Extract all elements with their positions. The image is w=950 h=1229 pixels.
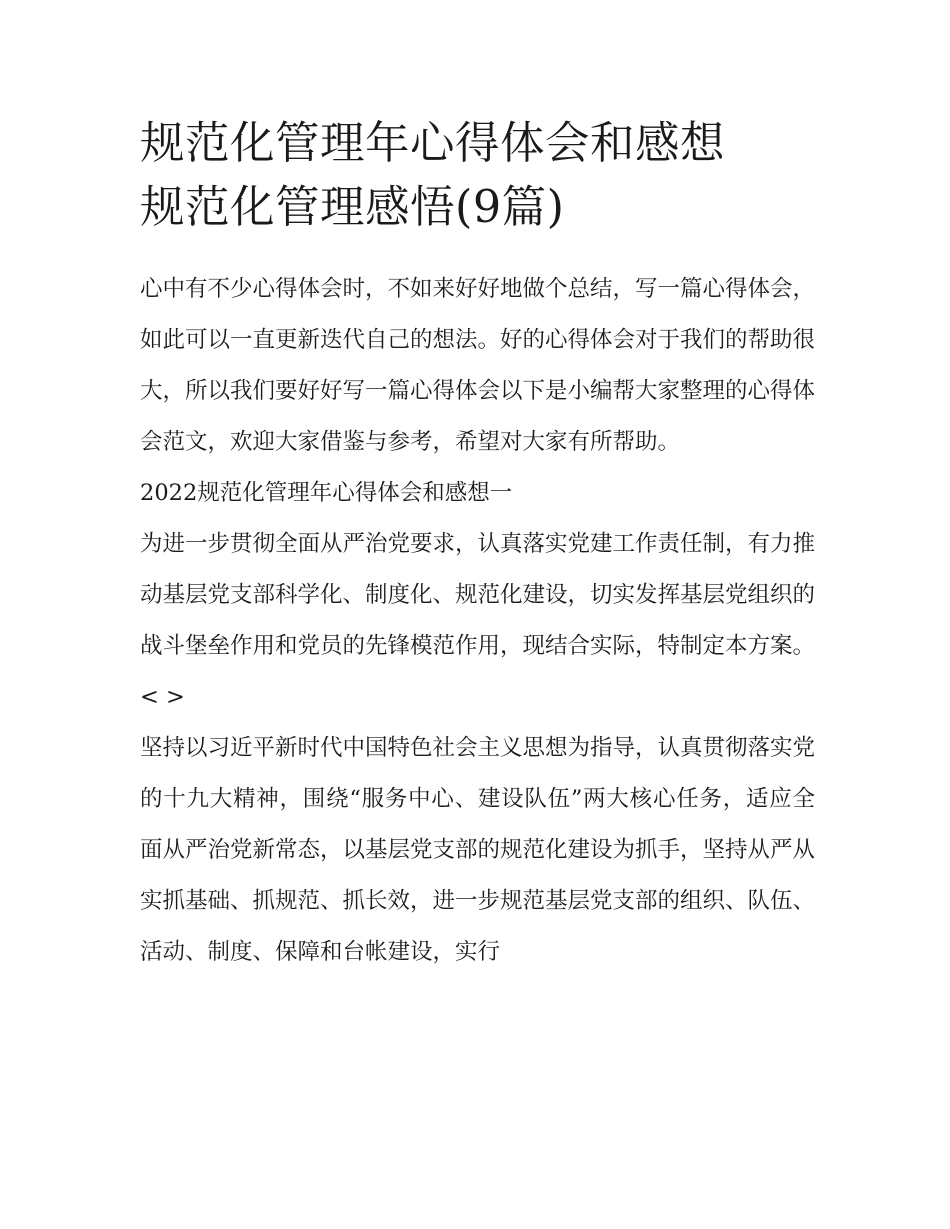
- intro-paragraph: 心中有不少心得体会时，不如来好好地做个总结，写一篇心得体会，如此可以一直更新迭代自己的想法。好的心得体会对于我们的帮助很大，所以我们要好好写一篇心得体会以下是小编帮大家整理的心得体会范文，欢迎大家借鉴与参考，希望对大家有所帮助。: [140, 276, 816, 455]
- purpose-paragraph: 为进一步贯彻全面从严治党要求，认真落实党建工作责任制，有力推动基层党支部科学化、制度化、规范化建设，切实发挥基层党组织的战斗堡垒作用和党员的先锋模范作用，现结合实际，特制定本方案。: [140, 531, 816, 659]
- document-page: [140, 112, 815, 978]
- title-line-1: 规范化管理年心得体会和感想: [140, 118, 726, 169]
- bracket-marker: < >: [140, 684, 185, 710]
- title-line-2: 规范化管理感悟(9篇): [140, 182, 565, 233]
- guiding-principle-paragraph: 坚持以习近平新时代中国特色社会主义思想为指导，认真贯彻落实党的十九大精神，围绕“服务中心、建设队伍”两大核心任务，适应全面从严治党新常态，以基层党支部的规范化建设为抓手，坚持从严从实抓基础、抓规范、抓长效，进一步规范基层党支部的组织、队伍、活动、制度、保障和台帐建设，实行: [140, 735, 816, 965]
- document-title: [140, 112, 815, 240]
- section-heading: 2022规范化管理年心得体会和感想一: [140, 480, 513, 506]
